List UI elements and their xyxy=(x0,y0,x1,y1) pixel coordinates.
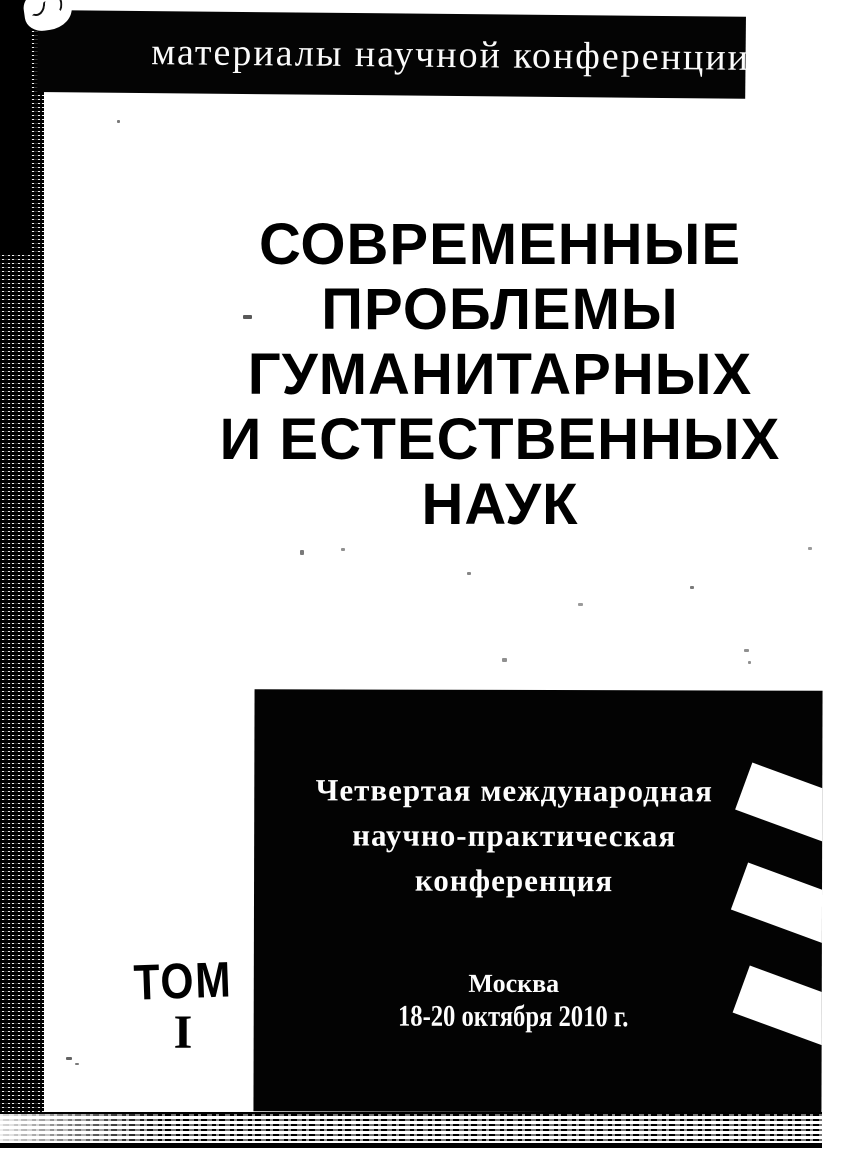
conference-line: конференция xyxy=(414,862,614,899)
dust-speck xyxy=(66,1057,72,1060)
header-banner xyxy=(37,10,751,99)
volume-mark xyxy=(125,951,241,1059)
scanned-bottom-edge xyxy=(0,1112,822,1148)
conference-panel-text xyxy=(254,767,775,1035)
dust-speck xyxy=(243,315,252,319)
title-line: ГУМАНИТАРНЫХ xyxy=(247,342,753,407)
title-line: И ЕСТЕСТВЕННЫХ xyxy=(219,407,781,472)
dust-speck xyxy=(117,120,120,123)
conference-dates xyxy=(254,998,774,1035)
dust-speck xyxy=(467,572,471,575)
dust-speck xyxy=(744,649,749,652)
title-line: ПРОБЛЕМЫ xyxy=(321,277,679,342)
dust-speck xyxy=(690,586,694,589)
scan-artifact-squiggle xyxy=(32,0,46,17)
conference-line: научно-практическая xyxy=(352,817,677,854)
conference-panel xyxy=(253,689,822,1112)
conference-line: Четвертая международная xyxy=(315,772,713,809)
title-line: НАУК xyxy=(421,472,579,537)
conference-dates-text: 18-20 октября 2010 г. xyxy=(398,999,629,1034)
header-banner-text: материалы научной конференции xyxy=(151,31,751,79)
dust-speck xyxy=(808,547,812,550)
scanned-spine-edge-top xyxy=(0,0,31,255)
scan-artifact-squiggle xyxy=(53,0,62,13)
dust-speck xyxy=(578,603,583,606)
dust-speck xyxy=(300,550,304,555)
book-title xyxy=(150,212,850,537)
volume-number: I xyxy=(173,1006,193,1059)
conference-city: Москва xyxy=(468,968,560,999)
title-line: СОВРЕМЕННЫЕ xyxy=(258,212,742,277)
dust-speck xyxy=(341,548,345,551)
dust-speck xyxy=(502,658,507,662)
dust-speck xyxy=(748,661,751,664)
dust-speck xyxy=(75,1063,79,1065)
volume-label: ТОМ xyxy=(132,951,234,1011)
